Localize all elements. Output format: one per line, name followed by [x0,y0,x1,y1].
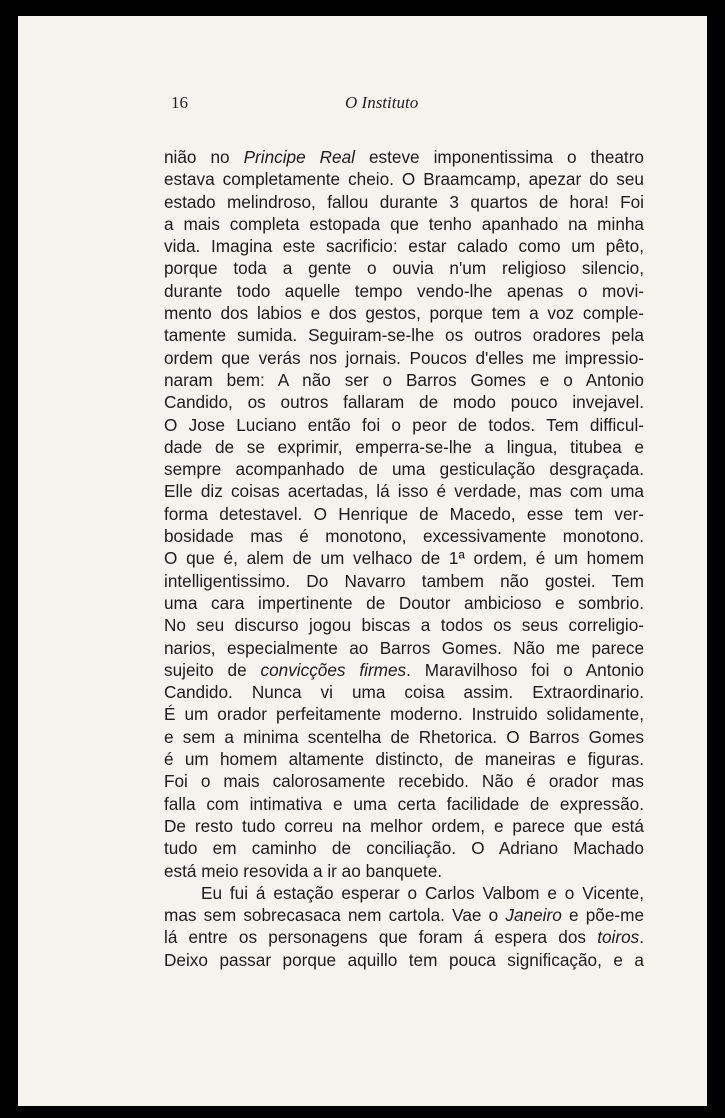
text-line [164,414,644,436]
text-segment: tamente sumida. Seguiram-se-lhe os outros oradores pela [164,325,644,346]
text-line [164,302,644,324]
text-segment: lá entre os personagens que foram á espera dos [164,927,598,948]
text-segment: No seu discurso jogou biscas a todos os seus correligio- [164,615,644,636]
text-line [164,480,644,502]
text-line [164,681,644,703]
text-segment: sujeito de [164,659,261,680]
text-segment: Candido. Nunca vi uma coisa assim. Extraordinario. [164,682,644,703]
text-line [164,503,644,525]
text-line [164,815,644,837]
text-line [164,280,644,302]
text-segment: estava completamente cheio. O Braamcamp, apezar do seu [164,169,644,190]
text-line [164,837,644,859]
text-segment: e sem a minima scentelha de Rhetorica. O Barros Gomes [164,726,644,747]
text-segment: Foi o mais calorosamente recebido. Não é orador mas [164,771,644,792]
text-segment: É um orador perfeitamente moderno. Instruido solidamente, [164,704,644,725]
text-line [164,726,644,748]
text-segment: esteve imponentissima o theatro [354,147,644,167]
text-line [164,547,644,569]
text-line [164,525,644,547]
text-segment: Deixo passar porque aquillo tem pouca significação, e a [164,949,644,970]
italic-text: convicções firmes [260,659,407,680]
text-segment: naram bem: A não ser o Barros Gomes e o Antonio [164,369,644,390]
text-segment: narios, especialmente ao Barros Gomes. Não me parece [164,637,644,658]
page-header [155,93,617,115]
text-segment: Elle diz coisas acertadas, lá isso é verdade, mas com uma [164,481,644,502]
body-text [164,146,644,971]
text-line [164,369,644,391]
text-line [164,324,644,346]
document-page [18,16,707,1106]
text-segment: dade de se exprimir, emperra-se-lhe a lingua, titubea e [164,436,644,457]
text-segment: durante todo aquelle tempo vendo-lhe apenas o movi- [164,280,644,301]
text-segment: nião no [164,147,244,167]
text-line [164,703,644,725]
text-line [164,949,644,971]
text-line [164,860,644,882]
text-segment: tudo em caminho de conciliação. O Adriano Machado [164,838,644,859]
text-segment: está meio resovida a ir ao banquete. [164,860,443,881]
text-line [164,146,644,168]
text-segment: Candido, os outros fallaram de modo pouco invejavel. [164,392,644,413]
text-segment: estado melindroso, fallou durante 3 quartos de hora! Foi [164,191,644,212]
text-line [164,391,644,413]
text-segment: ordem que verás nos jornais. Poucos d'elles me impressio- [164,347,644,368]
text-segment: bosidade mas é monotono, excessivamente monotono. [164,526,644,547]
text-segment: Eu fui á estação esperar o Carlos Valbom e o Vicente, [201,882,644,903]
text-segment: a mais completa estopada que tenho apanhado na minha [164,213,644,234]
text-segment: forma detestavel. O Henrique de Macedo, esse tem ver- [164,503,644,524]
italic-text: toiros [597,927,640,948]
text-segment: e põe-me [561,905,645,926]
text-line [164,592,644,614]
text-line [164,436,644,458]
text-line [164,904,644,926]
text-line [164,770,644,792]
text-line [164,458,644,480]
text-line [164,614,644,636]
text-segment: uma cara impertinente de Doutor ambicioso e sombrio. [164,592,644,613]
text-segment: porque toda a gente o ouvia n'um religioso silencio, [164,258,644,279]
running-title: O Instituto [345,93,419,112]
text-segment: vida. Imagina este sacrificio: estar calado como um pêto, [164,236,644,257]
text-line [164,191,644,213]
text-segment: O que é, alem de um velhaco de 1ª ordem, é um homem [164,548,644,569]
text-line [164,793,644,815]
text-segment: é um homem altamente distincto, de maneiras e figuras. [164,749,644,770]
text-line [164,637,644,659]
italic-text: Principe Real [243,147,355,167]
text-segment: . Maravilhoso foi o Antonio [406,659,644,680]
text-line [164,168,644,190]
text-segment: intelligentissimo. Do Navarro tambem não gostei. Tem [164,570,644,591]
text-segment: sempre acompanhado de uma gesticulação desgraçada. [164,459,644,480]
text-line [164,235,644,257]
text-line [164,257,644,279]
text-segment: O Jose Luciano então foi o peor de todos. Tem difficul- [164,414,644,435]
text-segment: mas sem sobrecasaca nem cartola. Vae o [164,905,506,926]
text-segment: De resto tudo correu na melhor ordem, e parece que está [164,815,644,836]
text-segment: . [639,927,644,948]
italic-text: Janeiro [505,905,562,926]
text-line [164,570,644,592]
text-line [164,748,644,770]
text-line [164,659,644,681]
text-segment: falla com intimativa e uma certa facilidade de expressão. [164,793,644,814]
text-segment: mento dos labios e dos gestos, porque tem a voz comple- [164,303,644,324]
text-line [164,926,644,948]
text-line [164,213,644,235]
page-number: 16 [171,93,188,112]
text-line [164,347,644,369]
text-line [164,882,644,904]
